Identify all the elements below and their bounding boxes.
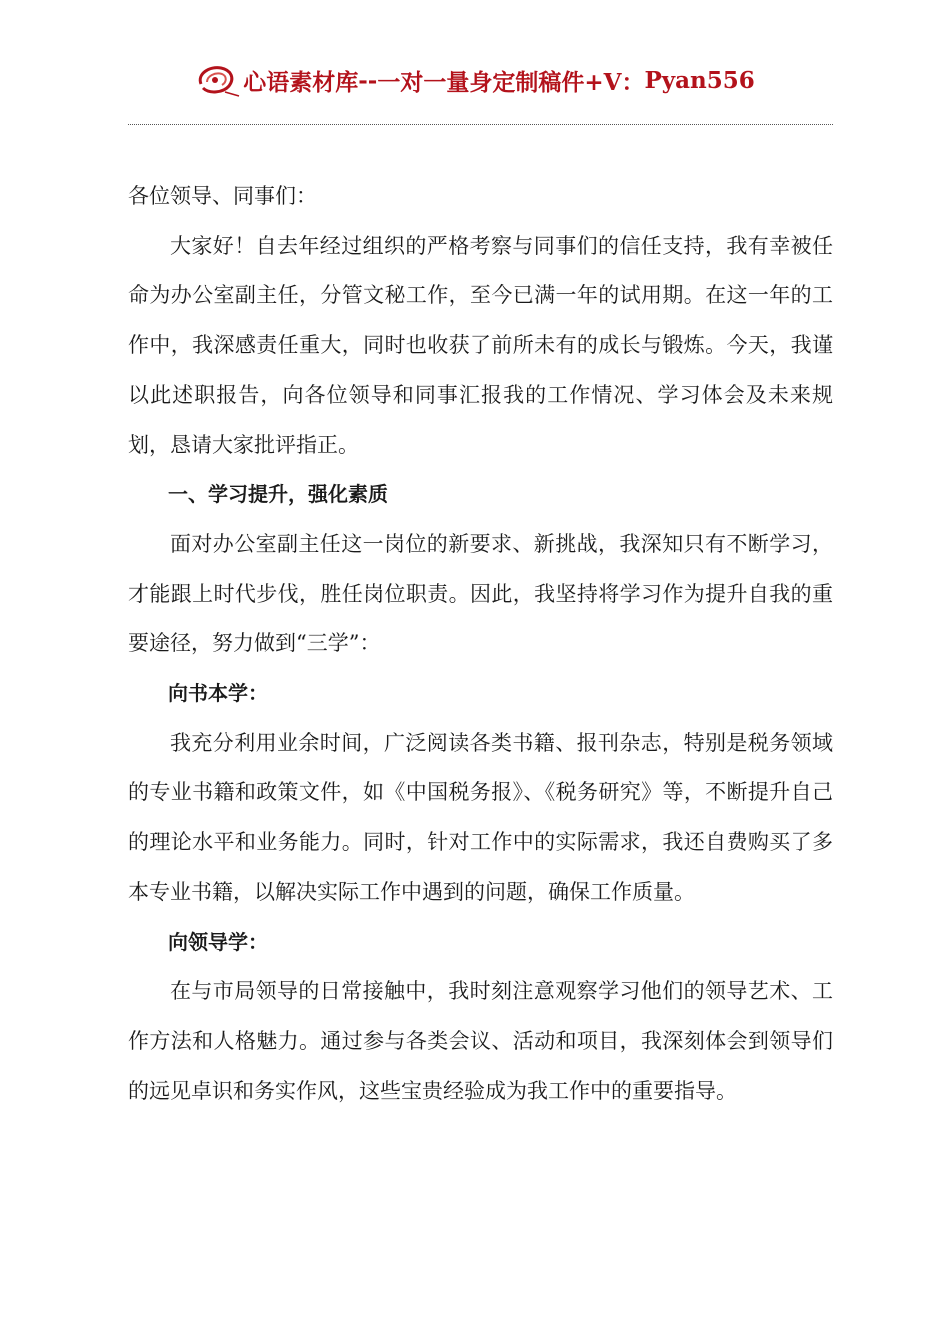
header-slogan: 一对一量身定制稿件+V： [377,68,645,96]
brand-logo-icon [195,62,241,98]
subsection-2-title: 向领导学： [168,929,268,954]
header-divider [128,124,833,125]
salutation: 各位领导、同事们： [128,184,317,208]
document-body [128,172,833,1116]
section-1-intro: 面对办公室副主任这一岗位的新要求、新挑战，我深知只有不断学习，才能跟上时代步伐，胜任岗位职责。因此，我坚持将学习作为提升自我的重要途径，努力做到“三学”： [128,531,833,656]
subsection-1-body: 我充分利用业余时间，广泛阅读各类书籍、报刊杂志，特别是税务领域的专业书籍和政策文件，如《中国税务报》、《税务研究》等，不断提升自己的理论水平和业务能力。同时，针对工作中的实际需求，我还自费购买了多本专业书籍，以解决实际工作中遇到的问题，确保工作质量。 [128,730,833,904]
subsection-2-body: 在与市局领导的日常接触中，我时刻注意观察学习他们的领导艺术、工作方法和人格魅力。通过参与各类会议、活动和项目，我深刻体会到领导们的远见卓识和务实作风，这些宝贵经验成为我工作中的重要指导。 [128,979,833,1103]
header-brand: 心语素材库 [243,68,359,96]
intro-paragraph: 大家好！自去年经过组织的严格考察与同事们的信任支持，我有幸被任命为办公室副主任，分管文秘工作，至今已满一年的试用期。在这一年的工作中，我深感责任重大，同时也收获了前所未有的成长与锻炼。今天，我谨以此述职报告，向各位领导和同事汇报我的工作情况、学习体会及未来规划，恳请大家批评指正。 [128,233,833,457]
page-header [0,58,950,102]
header-contact: Pyan556 [644,66,755,94]
subsection-1-title: 向书本学： [168,681,268,706]
header-banner [195,62,755,98]
section-1-title: 一、学习提升，强化素质 [168,482,388,507]
header-separator: -- [358,66,378,94]
